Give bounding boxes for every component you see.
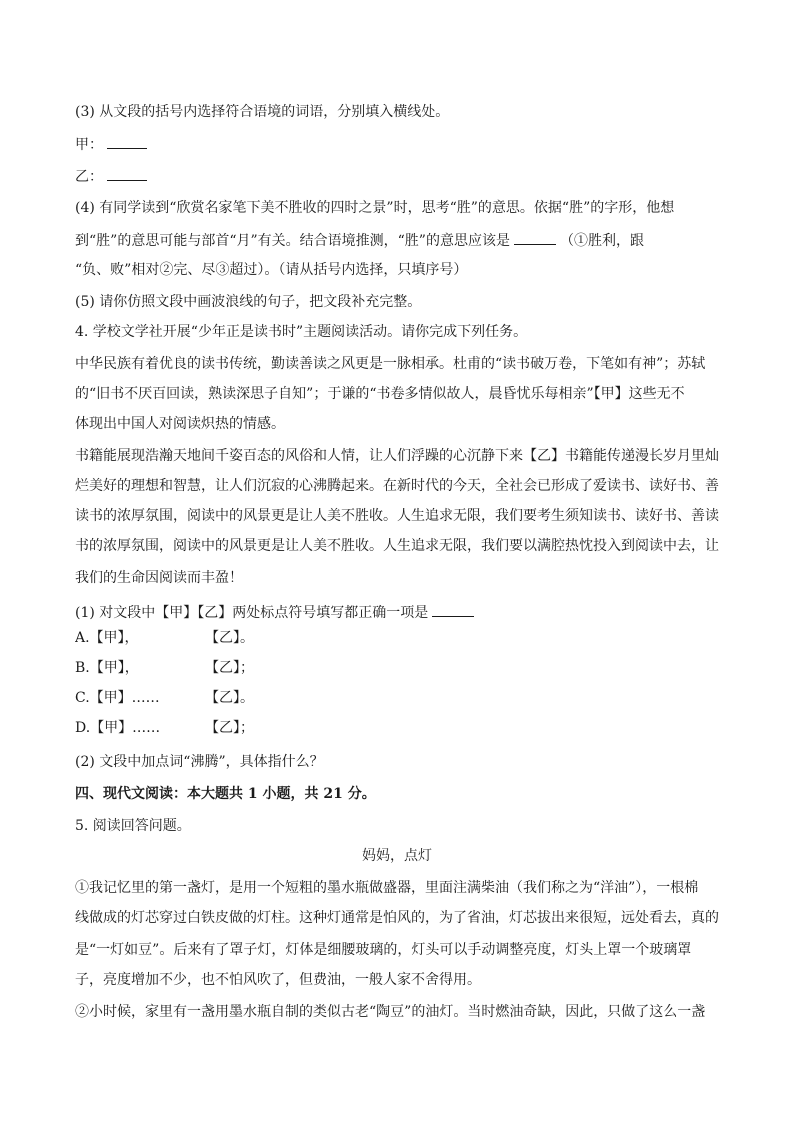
passage-title: 妈妈，点灯 [362, 848, 432, 864]
q4-p2-line: 我们的生命因阅读而丰盈！ [75, 570, 243, 586]
q3-yi-blank[interactable] [107, 166, 147, 181]
option-b[interactable] [75, 658, 725, 678]
q5-head: 5. 阅读回答问题。 [75, 818, 191, 834]
q4-p2-line: 书的浓厚氛围，阅读中的风景更是让人美不胜收。人生追求无限，我们要以满腔热忱投入到阅读中去，让 [75, 538, 719, 554]
q3-jia-blank[interactable] [107, 134, 147, 149]
passage-p1-line: 线做成的灯芯穿过白铁皮做的灯柱。这种灯通常是怕风的，为了省油，灯芯拔出来很短，远处看去，真的 [75, 910, 719, 926]
option-d[interactable] [75, 718, 725, 738]
option-d-yi: 【乙】； [205, 720, 254, 736]
q4-head: 4. 学校文学社开展“少年正是读书时”主题阅读活动。请你完成下列任务。 [75, 324, 528, 340]
q3-yi-label: 乙： [75, 169, 103, 185]
option-a[interactable] [75, 628, 725, 648]
option-a-jia: A.【甲】， [75, 630, 139, 646]
q3-sub4-line2-pre: 到“胜”的意思可能与部首“月”有关。结合语境推测，“胜”的意思应该是 [75, 233, 510, 249]
option-b-yi: 【乙】； [205, 660, 254, 676]
q4-p2-line: 读书的浓厚氛围，阅读中的风景更是让人美不胜收。人生追求无限，我们要考生须知读书、读好书、善读 [75, 508, 719, 524]
q3-sub4-line2-post: （①胜利，跟 [559, 233, 644, 249]
passage-p2-line: ②小时候，家里有一盏用墨水瓶自制的类似古老“陶豆”的油灯。当时燃油奇缺，因此，只做了这么一盏 [75, 1004, 706, 1020]
passage-p1-line: ①我记忆里的第一盏灯，是用一个短粗的墨水瓶做盛器，里面注满柴油（我们称之为“洋油”），一根棉 [75, 880, 699, 896]
q3-sub4-blank[interactable] [514, 230, 556, 245]
q4-p1-line: 的“旧书不厌百回读，熟读深思子自知”；于谦的“书卷多情似故人，晨昏忧乐每相亲”【甲】这些无不 [75, 386, 685, 402]
q4-sub1-line [75, 602, 725, 623]
q3-sub5: (5) 请你仿照文段中画波浪线的句子，把文段补充完整。 [75, 294, 422, 310]
q3-sub4-line1: (4) 有同学读到“欣赏名家笔下美不胜收的四时之景”时，思考“胜”的意思。依据“胜”的字形，他想 [75, 200, 675, 216]
option-b-jia: B.【甲】， [75, 660, 139, 676]
q4-p2-line: 烂美好的理想和智慧，让人们沉寂的心沸腾起来。在新时代的今天，全社会已形成了爱读书、读好书、善 [75, 478, 719, 494]
section-heading: 四、现代文阅读：本大题共 1 小题，共 21 分。 [75, 786, 376, 802]
q4-sub1: (1) 对文段中【甲】【乙】两处标点符号填写都正确一项是 [75, 605, 429, 621]
option-c-yi: 【乙】。 [205, 690, 254, 706]
passage-p1-line: 是“一灯如豆”。后来有了罩子灯，灯体是细腰玻璃的，灯头可以手动调整亮度，灯头上罩一个玻璃罩 [75, 942, 692, 958]
q4-sub1-blank[interactable] [432, 602, 474, 617]
option-c-jia: C.【甲】…… [75, 690, 160, 706]
q3-sub4-line3: “负、败”相对②完、尽③超过）。（请从括号内选择，只填序号） [75, 262, 468, 278]
option-c[interactable] [75, 688, 725, 708]
q3-jia-line [75, 134, 725, 155]
q4-sub2: (2) 文段中加点词“沸腾”，具体指什么？ [75, 754, 324, 770]
q3-head: (3) 从文段的括号内选择符合语境的词语，分别填入横线处。 [75, 104, 450, 120]
q3-yi-line [75, 166, 725, 187]
q4-p2-line: 书籍能展现浩瀚天地间千姿百态的风俗和人情，让人们浮躁的心沉静下来【乙】书籍能传递漫长岁月里灿 [75, 448, 719, 464]
option-d-jia: D.【甲】…… [75, 720, 161, 736]
passage-p1-line: 子，亮度增加不少，也不怕风吹了，但费油，一般人家不舍得用。 [75, 972, 481, 988]
q3-jia-label: 甲： [75, 137, 103, 153]
q4-p1-line: 体现出中国人对阅读炽热的情感。 [75, 416, 285, 432]
q4-p1-line: 中华民族有着优良的读书传统，勤读善读之风更是一脉相承。杜甫的“读书破万卷，下笔如有神”；苏轼 [75, 356, 706, 372]
option-a-yi: 【乙】。 [205, 630, 254, 646]
q3-sub4-line2 [75, 230, 725, 251]
